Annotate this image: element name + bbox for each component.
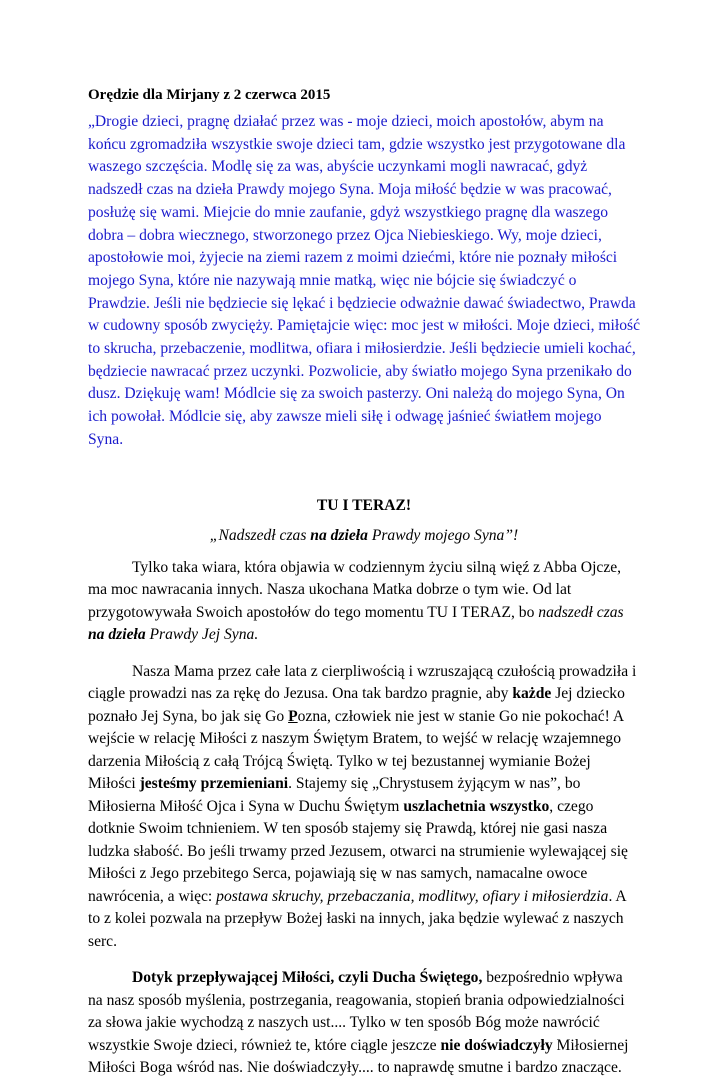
paragraph-2-t2: Jej dziecko poznało Jej Syna, bo jak się Go [88, 685, 625, 725]
paragraph-3-t1: bezpośrednio wpływa na nasz sposób myślenia, postrzegania, reagowania, stopień brania odpowiedzialności za słowa jakie wychodzą z naszych ust.... Tylko w ten sposób Bóg może nawrócić wszystkie Swoje dzieci, również te, które ciągle jeszcze [88, 969, 625, 1054]
paragraph-3-b1: Dotyk przepływającej Miłości, czyli Ducha Świętego, [132, 969, 483, 987]
paragraph-2-i1: postawa skruchy, przebaczania, modlitwy, ofiary i miłosierdzia [216, 887, 609, 905]
paragraph-1-text: Tylko taka wiara, która objawia w codziennym życiu silną więź z Abba Ojcze, ma moc nawracania innych. Nasza ukochana Matka dobrze o tym wie. Od lat przygotowywała Swoich apostołów do tego momentu TU I TERAZ, bo [88, 558, 622, 621]
paragraph-3-t2: Miłosiernej Miłości Boga wśród nas. Nie doświadczyły.... to naprawdę smutne i bardzo znaczące. [88, 1036, 629, 1077]
paragraph-2-b2: jesteśmy przemieniani [139, 775, 289, 793]
paragraph-2-b1: każde [512, 685, 552, 703]
paragraph-2-t6: . A to z kolei pozwala na przepływ Bożej łaski na innych, jaka będzie wylewać z naszych serc. [88, 887, 626, 950]
paragraph-1-italic-bold: na dzieła [88, 626, 146, 644]
section-heading: TU I TERAZ! [316, 496, 412, 514]
paragraph-3 [88, 967, 640, 1080]
paragraph-1 [88, 557, 640, 647]
paragraph-2-t5: , czego dotknie Swoim tchnieniem. W ten sposób stajemy się Prawdą, której nie gasi nasza ludzka słabość. Bo jeśli trwamy przed Jezusem, otwarci na strumienie wylewającej się Miłości z Jego przebitego Serca, pojawiają się w nas samych, namacalne owoce nawrócenia, a więc: [88, 797, 628, 905]
paragraph-2-t3: ozna, człowiek nie jest w stanie Go nie pokochać! A wejście w relację Miłości z naszym Świętym Bratem, to wejść w relację wzajemnego darzenia Miłością z całą Trójcą Świętą. Tylko w tej bezustannej wymianie Bożej Miłości [88, 707, 624, 793]
paragraph-2-t4: . Stajemy się „Chrystusem żyjącym w nas”, bo Miłosierna Miłość Ojca i Syna w Duchu Świętym [88, 775, 581, 815]
paragraph-2 [88, 661, 640, 954]
paragraph-2-b3: uszlachetnia wszystko [403, 797, 550, 815]
message-text: „Drogie dzieci, pragnę działać przez was - moje dzieci, moich apostołów, abym na końcu zgromadziła wszystkie swoje dzieci tam, gdzie wszystko jest przygotowane dla waszego szczęścia. Modlę się za was, abyście uczynkami mogli nawracać, gdyż nadszedł czas na dzieła Prawdy mojego Syna. Moja miłość będzie w was pracować, posłużę się wami. Miejcie do mnie zaufanie, gdyż wszystkiego pragnę dla waszego dobra – dobra wiecznego, stworzonego przez Ojca Niebieskiego. Wy, moje dzieci, apostołowie moi, żyjecie na ziemi razem z moimi dziećmi, które nie poznały miłości mojego Syna, które nie nazywają mnie matką, więc nie bójcie się świadczyć o Prawdzie. Jeśli nie będziecie się lękać i będziecie odważnie dawać świadectwo, Prawda w cudowny sposób zwycięży. Pamiętajcie więc: moc jest w miłości. Moje dzieci, miłość to skrucha, przebaczenie, modlitwa, ofiara i miłosierdzie. Jeśli będziecie umieli kochać, będziecie nawracać przez uczynki. Pozwolicie, aby światło mojego Syna przenikało do dusz. Dziękuję wam! Módlcie się za swoich pasterzy. Oni należą do mojego Syna, On ich powołał. Módlcie się, aby zawsze mieli siłę i odwagę jaśnieć światłem mojego Syna. [88, 113, 640, 448]
subheading-bold: na dzieła [310, 526, 368, 544]
paragraph-1-italic2: Prawdy Jej Syna. [145, 626, 259, 644]
subheading-part1: „Nadszedł czas [209, 526, 311, 544]
paragraph-3-b2: nie doświadczyły [440, 1036, 553, 1054]
paragraph-2-t1: Nasza Mama przez całe lata z cierpliwością i wzruszającą czułością prowadziła i ciągle prowadzi nas za rękę do Jezusa. Ona tak bardzo pragnie, aby [88, 662, 637, 703]
subheading-part2: Prawdy mojego Syna”! [367, 526, 519, 544]
section-subheading [88, 526, 640, 546]
document-body [88, 86, 640, 1080]
paragraph-1-italic1: nadszedł czas [538, 603, 624, 621]
document-title: Orędzie dla Mirjany z 2 czerwca 2015 [88, 87, 331, 103]
paragraph-2-bu1: P [288, 707, 298, 725]
